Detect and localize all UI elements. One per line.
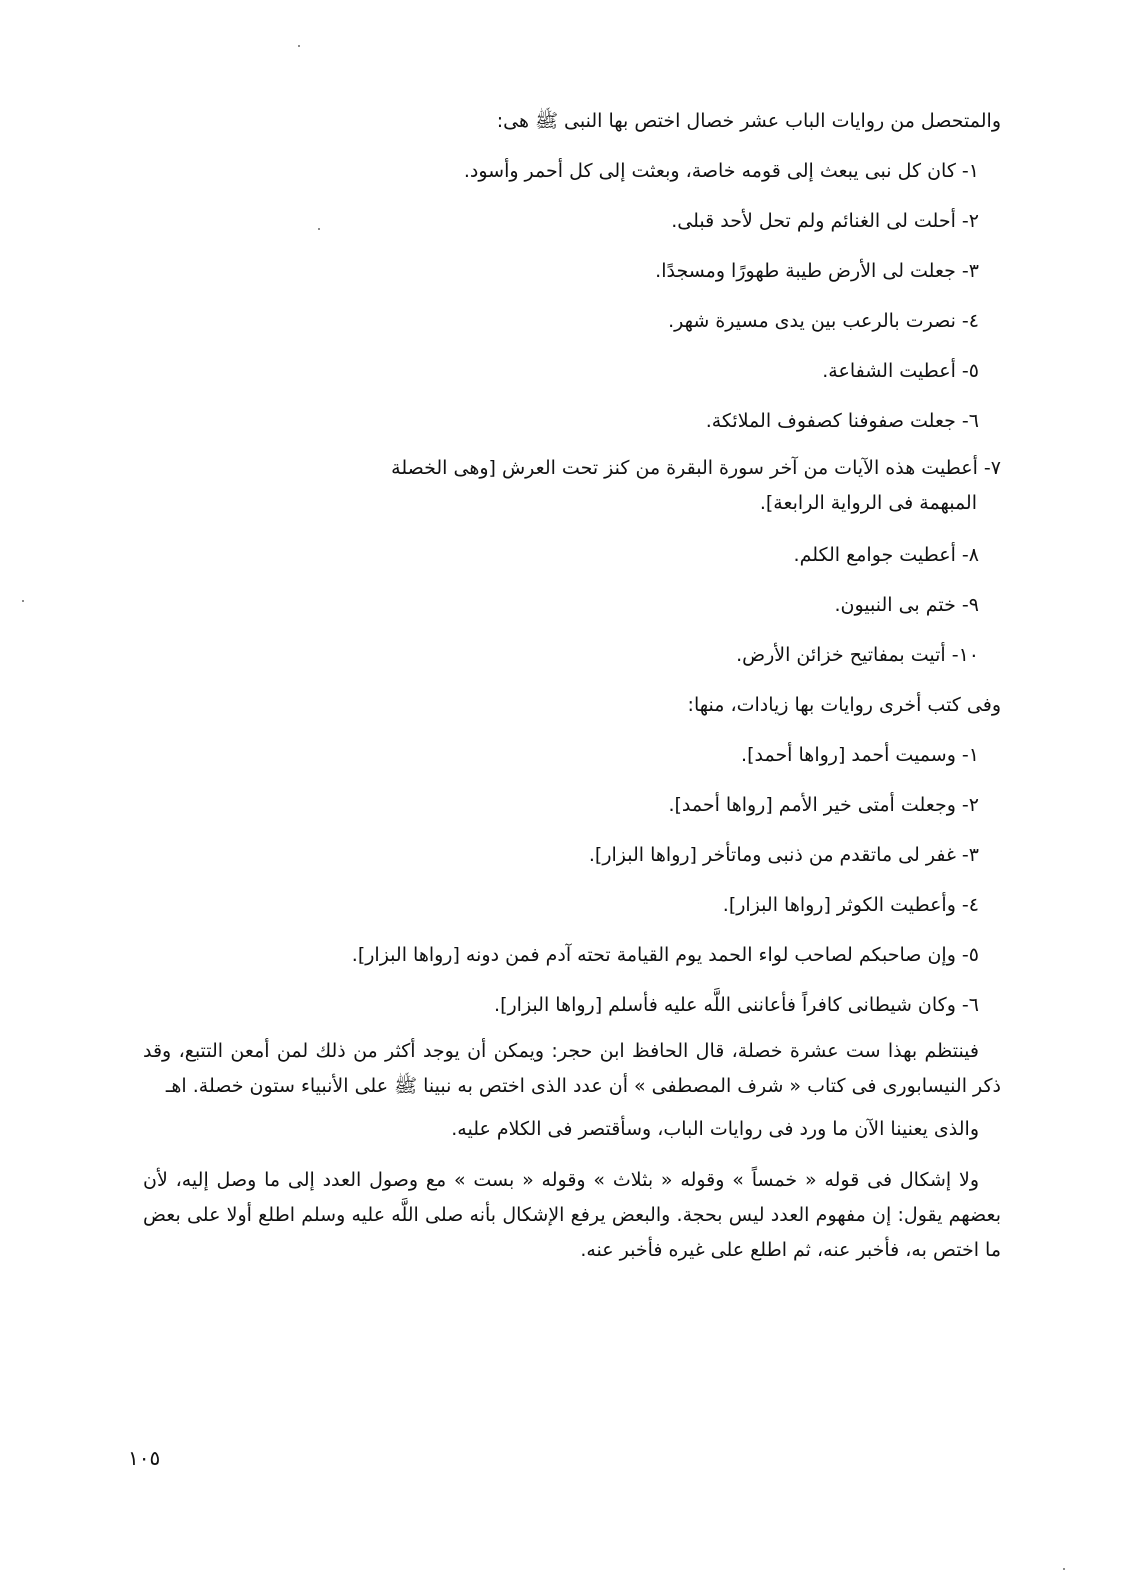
list-item: ١- كان كل نبى يبعث إلى قومه خاصة، وبعثت إلى كل أحمر وأسود. (463, 160, 979, 182)
list-item: ٦- وكان شيطانى كافراً فأعاننى اللَّه عليه فأسلم [رواها البزار]. (494, 994, 979, 1016)
list-item: ٦- جعلت صفوفنا كصفوف الملائكة. (705, 410, 979, 432)
list-item: ١- وسميت أحمد [رواها أحمد]. (741, 744, 979, 766)
list-item: ٨- أعطيت جوامع الكلم. (793, 544, 979, 566)
list-item: ٢- وجعلت أمتى خير الأمم [رواها أحمد]. (668, 794, 979, 816)
list-item: ٩- ختم بى النبيون. (834, 594, 979, 616)
scan-speck (22, 600, 24, 602)
list-item: ٣- جعلت لى الأرض طيبة طهورًا ومسجدًا. (655, 260, 979, 282)
scan-speck (298, 45, 300, 47)
list-item-continuation: المبهمة فى الرواية الرابعة]. (759, 492, 977, 514)
intro-line-2: وفى كتب أخرى روايات بها زيادات، منها: (687, 694, 1001, 716)
list-item: ١٠- أتيت بمفاتيح خزائن الأرض. (736, 644, 979, 666)
list-item: ٢- أحلت لى الغنائم ولم تحل لأحد قبلى. (671, 210, 979, 232)
list-item (143, 446, 1001, 530)
paragraph: والذى يعنينا الآن ما ورد فى روايات الباب، وسأقتصر فى الكلام عليه. (451, 1118, 979, 1140)
list-additions (143, 730, 1001, 1030)
list-item: ٤- وأعطيت الكوثر [رواها البزار]. (722, 894, 979, 916)
list-item: ٣- غفر لى ماتقدم من ذنبى وماتأخر [رواها البزار]. (588, 844, 979, 866)
paragraph: فينتظم بهذا ست عشرة خصلة، قال الحافظ ابن حجر: ويمكن أن يوجد أكثر من ذلك لمن أمعن التتبع، وقد ذكر النيسابورى فى كتاب « شرف المصطفى » أن عدد الذى اختص به نبينا ﷺ على الأنبياء ستون خصلة. اهـ (143, 1040, 1001, 1097)
paragraph: ولا إشكال فى قوله « خمساً » وقوله « بثلاث » وقوله « بست » مع وصول العدد إلى ما وصل إليه، لأن بعضهم يقول: إن مفهوم العدد ليس بحجة. والبعض يرفع الإشكال بأنه صلى اللَّه عليه وسلم اطلع أولا على بعض ما اختص به، فأخبر عنه، ثم اطلع على غيره فأخبر عنه. (143, 1169, 1001, 1261)
page-number: ١٠٥ (128, 1446, 161, 1470)
list-item: ٤- نصرت بالرعب بين يدى مسيرة شهر. (668, 310, 979, 332)
list-item: ٥- أعطيت الشفاعة. (822, 360, 979, 382)
list-item: ٥- وإن صاحبكم لصاحب لواء الحمد يوم القيامة تحته آدم فمن دونه [رواها البزار]. (351, 944, 979, 966)
scan-speck (1063, 1568, 1065, 1570)
list-main (143, 146, 1001, 680)
list-item-line: ٧- أعطيت هذه الآيات من آخر سورة البقرة من كنز تحت العرش [وهى الخصلة (391, 457, 1001, 479)
intro-line: والمتحصل من روايات الباب عشر خصال اختص بها النبى ﷺ هى: (496, 110, 1001, 132)
page-body (143, 96, 1001, 1268)
scan-speck (318, 228, 320, 230)
